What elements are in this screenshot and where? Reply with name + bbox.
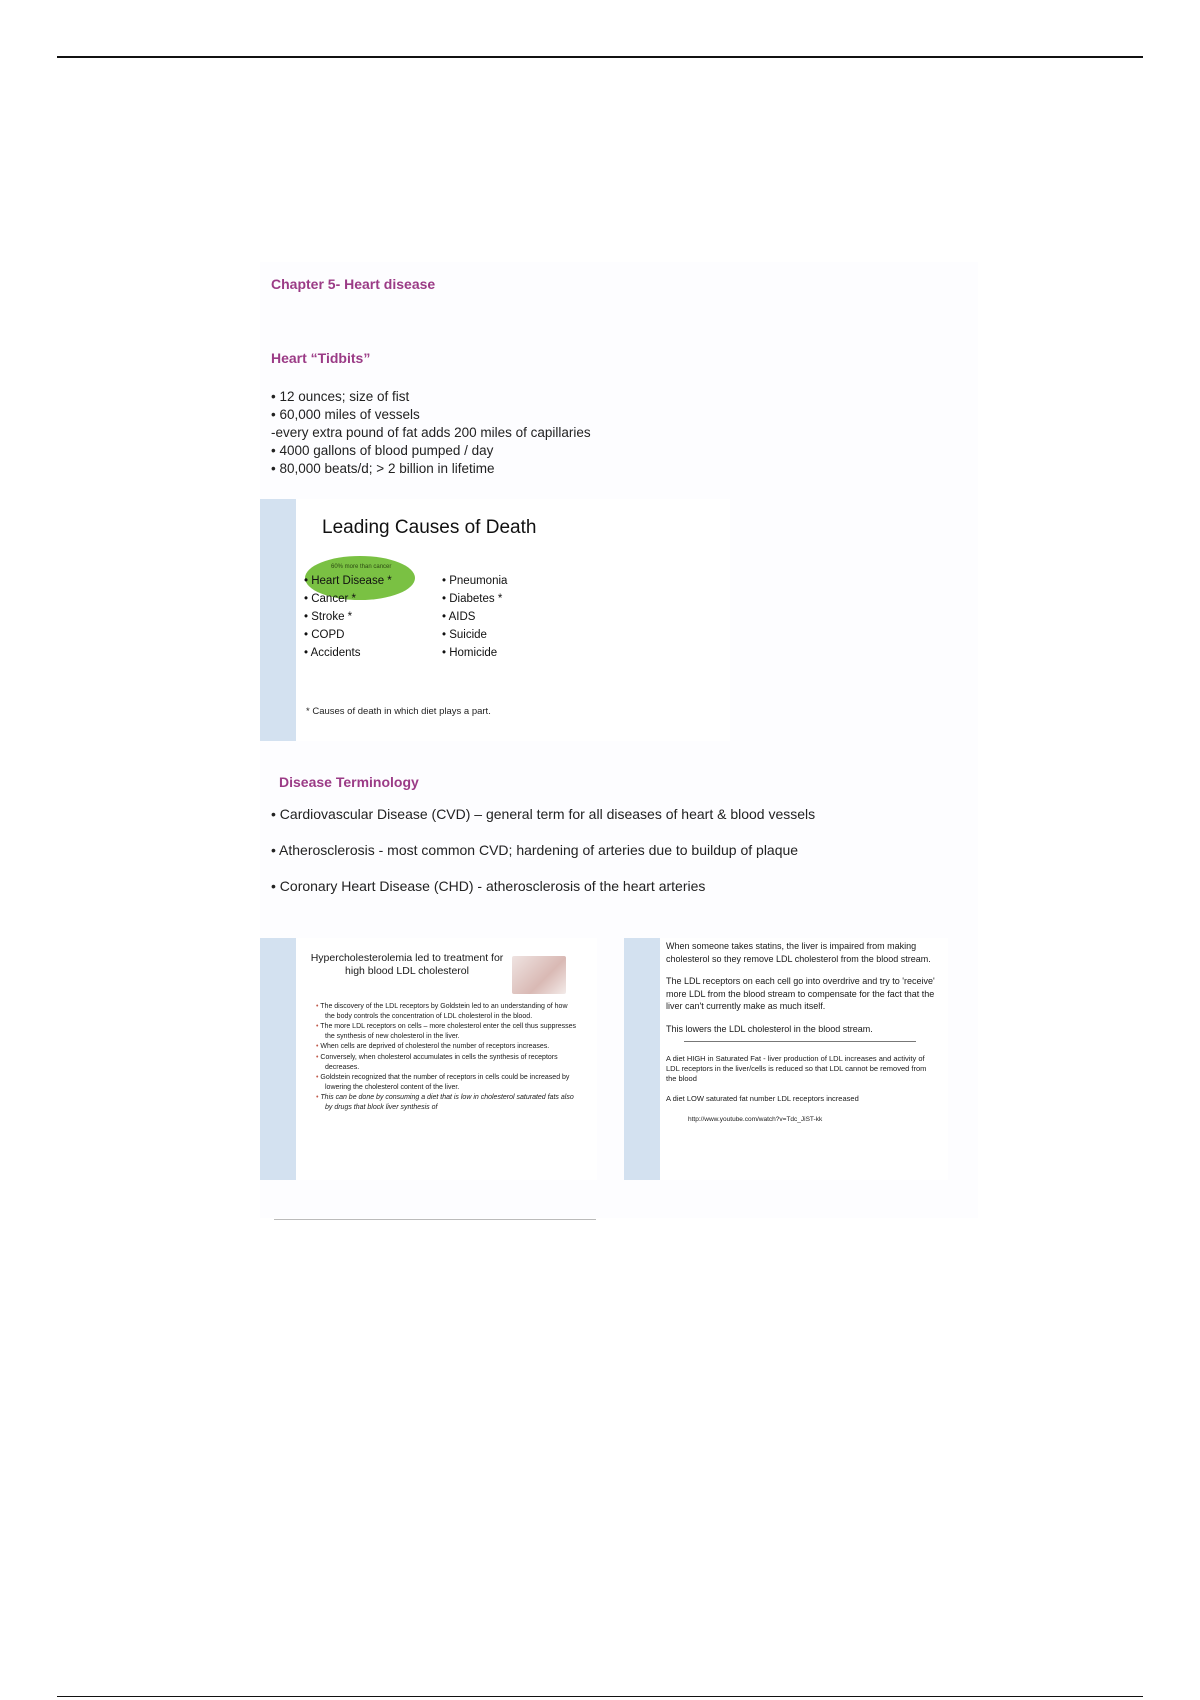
terminology-heading: Disease Terminology [279, 774, 419, 790]
cause-item: • Accidents [304, 644, 392, 662]
chapter-title: Chapter 5- Heart disease [271, 276, 436, 292]
slide-text [666, 940, 938, 1127]
oval-note: 60% more than cancer [331, 564, 392, 570]
cause-item: • Suicide [442, 626, 507, 644]
term-item: • Cardiovascular Disease (CVD) – general term for all diseases of heart & blood vessels [271, 806, 815, 822]
slide-side-bar [260, 938, 296, 1180]
cause-item: • Diabetes * [442, 590, 507, 608]
lowers-paragraph: This lowers the LDL cholesterol in the blood stream. [666, 1023, 873, 1034]
slide-points [316, 1002, 578, 1114]
slide-point: • When cells are deprived of cholesterol the number of receptors increases. [316, 1042, 578, 1052]
statins-paragraph: When someone takes statins, the liver is impaired from making cholesterol so they remove LDL cholesterol from the blood stream. [666, 941, 931, 964]
slide-title: Hypercholesterolemia led to treatment for high blood LDL cholesterol [310, 952, 504, 977]
tidbit-item: • 60,000 miles of vessels [271, 406, 591, 424]
receptors-paragraph: The LDL receptors on each cell go into overdrive and try to 'receive' more LDL from the blood stream to compensate for the fact that the liver can't currently make as much itself. [666, 976, 935, 1011]
top-rule [57, 56, 1143, 58]
tidbit-item: • 80,000 beats/d; > 2 billion in lifetime [271, 460, 591, 478]
slide-side-bar [624, 938, 660, 1180]
term-item: • Atherosclerosis - most common CVD; hardening of arteries due to buildup of plaque [271, 842, 815, 858]
slide-point-italic: • This can be done by consuming a diet that is low in cholesterol saturated fats also by drugs that block liver synthesis of [316, 1093, 578, 1112]
divider [684, 1041, 916, 1042]
tidbits-heading: Heart “Tidbits” [271, 350, 371, 366]
slide-hypercholesterolemia [260, 938, 597, 1180]
causes-right-column [442, 572, 507, 662]
slide-leading-causes [260, 499, 730, 741]
cause-item: • Pneumonia [442, 572, 507, 590]
cause-item: • Heart Disease * [304, 572, 392, 590]
page-underline [274, 1219, 596, 1220]
video-link[interactable]: http://www.youtube.com/watch?v=Tdc_JiST-kk [688, 1116, 823, 1123]
terminology-list [271, 806, 815, 914]
slide-point: • Goldstein recognized that the number of receptors in cells could be increased by lowering the cholesterol content of the liver. [316, 1073, 578, 1092]
bottom-rule [57, 1696, 1143, 1697]
tidbit-item: • 12 ounces; size of fist [271, 388, 591, 406]
slide-point: • The discovery of the LDL receptors by Goldstein led to an understanding of how the body controls the concentration of LDL cholesterol in the blood. [316, 1002, 578, 1021]
slide-footnote: * Causes of death in which diet plays a part. [306, 706, 491, 717]
tidbits-list [271, 388, 591, 478]
low-fat-paragraph: A diet LOW saturated fat number LDL receptors increased [666, 1094, 859, 1103]
cause-item: • Cancer * [304, 590, 392, 608]
term-item: • Coronary Heart Disease (CHD) - atherosclerosis of the heart arteries [271, 878, 815, 894]
slide-point: • Conversely, when cholesterol accumulates in cells the synthesis of receptors decreases. [316, 1053, 578, 1072]
cause-item: • Stroke * [304, 608, 392, 626]
cause-item: • AIDS [442, 608, 507, 626]
high-fat-paragraph: A diet HIGH in Saturated Fat - liver production of LDL increases and activity of LDL receptors in the liver/cells is reduced so that LDL cannot be removed from the blood [666, 1054, 927, 1083]
cause-item: • COPD [304, 626, 392, 644]
tidbit-subnote: -every extra pound of fat adds 200 miles of capillaries [271, 425, 591, 440]
slide-point: • The more LDL receptors on cells – more cholesterol enter the cell thus suppresses the synthesis of new cholesterol in the liver. [316, 1022, 578, 1041]
slide-photo [512, 956, 566, 994]
slide-side-bar [260, 499, 296, 741]
cause-item: • Homicide [442, 644, 507, 662]
slide-statins [624, 938, 948, 1180]
slide-title: Leading Causes of Death [322, 517, 537, 538]
causes-left-column [304, 572, 392, 662]
tidbit-item: • 4000 gallons of blood pumped / day [271, 442, 591, 460]
